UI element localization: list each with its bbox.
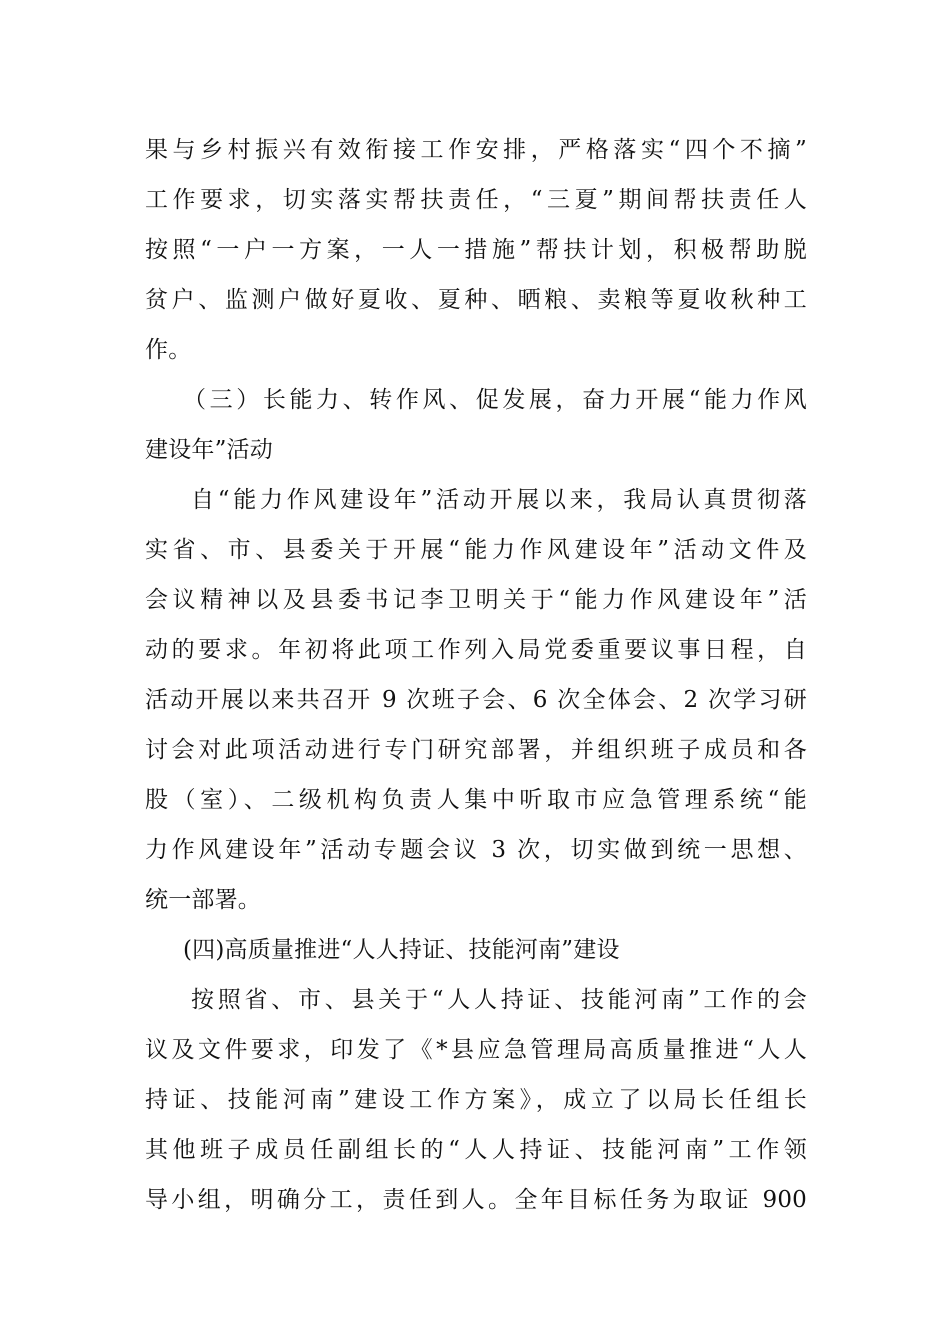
text-line: 其他班子成员任副组长的“人人持证、技能河南”工作领 (145, 1137, 807, 1163)
text-line: 导小组，明确分工，责任到人。全年目标任务为取证 900 (145, 1187, 807, 1213)
text-line: 按照省、市、县关于“人人持证、技能河南”工作的会 (191, 987, 807, 1013)
text-line: 议及文件要求，印发了《*县应急管理局高质量推进“人人 (145, 1037, 807, 1063)
text-line: 股（室）、二级机构负责人集中听取市应急管理系统“能 (145, 787, 807, 813)
text-line: 力作风建设年”活动专题会议 3 次，切实做到统一思想、 (145, 837, 807, 863)
section-heading: 建设年”活动 (145, 437, 273, 463)
text-line: 工作要求，切实落实帮扶责任，“三夏”期间帮扶责任人 (145, 187, 807, 213)
section-heading: （三）长能力、转作风、促发展，奋力开展“能力作风 (183, 387, 807, 413)
text-line: 实省、市、县委关于开展“能力作风建设年”活动文件及 (145, 537, 807, 563)
text-line: 贫户、监测户做好夏收、夏种、晒粮、卖粮等夏收秋种工 (145, 287, 807, 313)
section-heading: (四)高质量推进“人人持证、技能河南”建设 (183, 937, 620, 963)
text-line: 讨会对此项活动进行专门研究部署，并组织班子成员和各 (145, 737, 807, 763)
text-line: 动的要求。年初将此项工作列入局党委重要议事日程，自 (145, 637, 807, 663)
body-text (145, 125, 807, 1225)
text-line: 会议精神以及县委书记李卫明关于“能力作风建设年”活 (145, 587, 807, 613)
text-line: 果与乡村振兴有效衔接工作安排，严格落实“四个不摘” (145, 137, 807, 163)
text-line: 按照“一户一方案，一人一措施”帮扶计划，积极帮助脱 (145, 237, 807, 263)
text-line: 统一部署。 (145, 887, 261, 913)
text-line: 作。 (145, 337, 192, 363)
text-line: 持证、技能河南”建设工作方案》，成立了以局长任组长 (145, 1087, 807, 1113)
text-line: 自“能力作风建设年”活动开展以来，我局认真贯彻落 (191, 487, 807, 513)
text-line: 活动开展以来共召开 9 次班子会、6 次全体会、2 次学习研 (145, 687, 807, 713)
